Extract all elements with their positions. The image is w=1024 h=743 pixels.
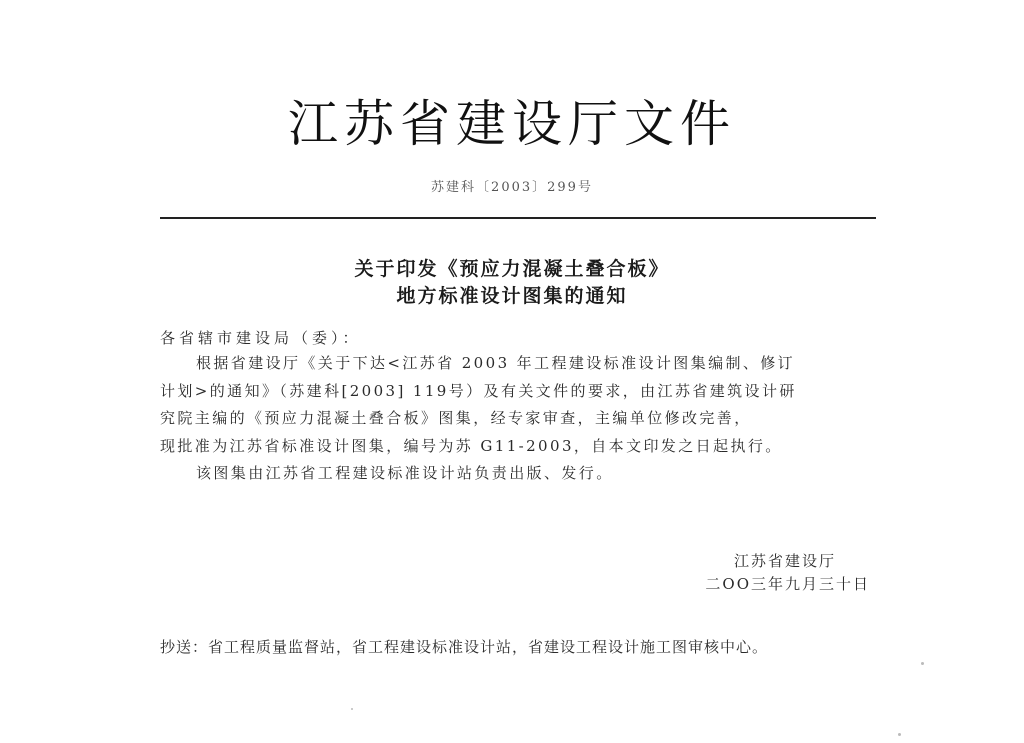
document-header-title: 江苏省建设厅文件: [288, 95, 736, 153]
scan-speck: [921, 662, 924, 665]
notice-title-line-1: 关于印发《预应力混凝土叠合板》: [354, 258, 670, 280]
body-line-1: 根据省建设厅《关于下达<江苏省 2003 年工程建设标准设计图集编制、修订: [196, 354, 796, 372]
addressee: 各省辖市建设局（委）：: [160, 329, 362, 347]
signature-organization: 江苏省建设厅: [733, 552, 836, 570]
signature-date: 二OO三年九月三十日: [705, 575, 870, 593]
scan-speck: [351, 708, 353, 710]
body-line-5: 该图集由江苏省工程建设标准设计站负责出版、发行。: [196, 464, 614, 482]
body-line-4: 现批准为江苏省标准设计图集，编号为苏 G11-2003，自本文印发之日起执行。: [160, 437, 783, 455]
body-line-3: 究院主编的《预应力混凝土叠合板》图集，经专家审查，主编单位修改完善，: [160, 409, 752, 427]
body-line-2: 计划>的通知》（苏建科[2003] 119号）及有关文件的要求，由江苏省建筑设计研: [160, 382, 797, 400]
document-number: 苏建科〔2003〕299号: [431, 180, 593, 195]
header-divider: [160, 217, 876, 219]
scan-speck: [898, 733, 901, 736]
notice-title-line-2: 地方标准设计图集的通知: [396, 285, 628, 307]
cc-line: 抄送：省工程质量监督站，省工程建设标准设计站，省建设工程设计施工图审核中心。: [160, 638, 769, 656]
